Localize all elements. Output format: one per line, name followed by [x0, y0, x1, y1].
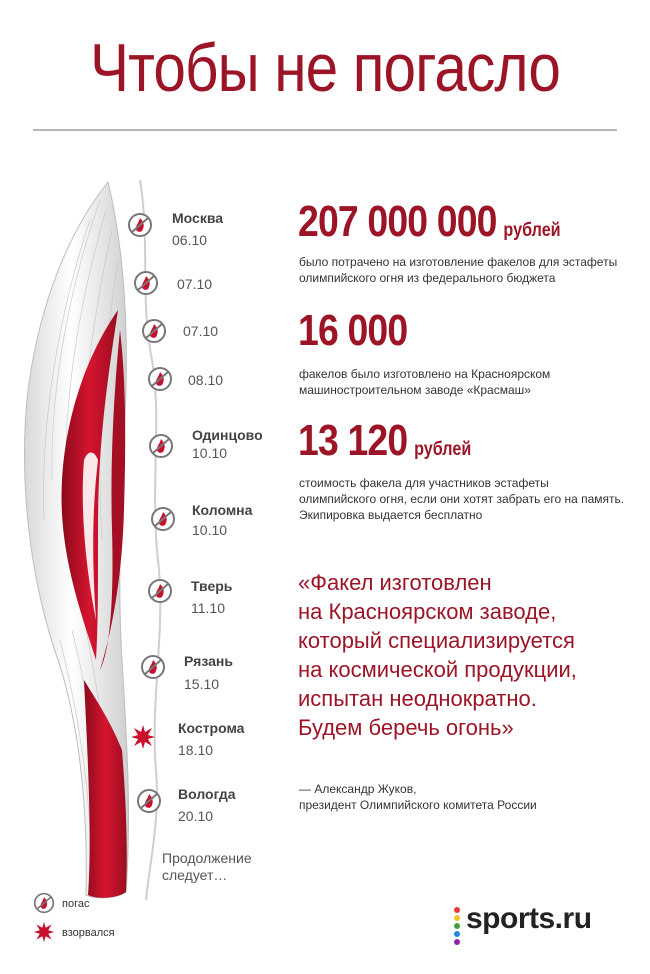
extinguished-icon [141, 318, 167, 344]
route-date: 10.10 [192, 445, 228, 461]
fact-line: стоимость факела для участников эстафеты [299, 476, 549, 490]
sports-logo-dots-icon [452, 906, 462, 946]
route-city: Кострома [178, 720, 245, 736]
explosion-icon [130, 724, 156, 750]
extinguished-icon [33, 892, 55, 914]
continuation-line: Продолжение [162, 850, 252, 866]
fact-line: олимпийского огня, если они хотят забрать его на память. [299, 492, 625, 506]
route-date: 20.10 [178, 808, 214, 824]
route-city: Тверь [191, 578, 233, 594]
page-title: Чтобы не погасло [89, 30, 561, 106]
fact-line: олимпийского огня из федерального бюджета [299, 271, 556, 285]
fact-number-torches [298, 306, 407, 356]
route-city: Рязань [184, 653, 233, 669]
legend-label-extinguished: погас [62, 898, 90, 910]
route-city: Москва [172, 210, 224, 226]
route-date: 07.10 [183, 323, 219, 339]
brand-logo: sports.ru [466, 902, 592, 935]
fact-line: машиностроительном заводе «Красмаш» [299, 383, 531, 397]
route-date: 07.10 [177, 276, 213, 292]
fact-number: 13 120 [298, 416, 408, 465]
route-city: Вологда [178, 786, 236, 802]
explosion-icon [33, 921, 55, 943]
extinguished-icon [148, 433, 174, 459]
fact-text-budget [299, 254, 629, 286]
extinguished-icon [150, 506, 176, 532]
extinguished-icon [127, 212, 153, 238]
extinguished-icon [136, 788, 162, 814]
extinguished-icon [147, 578, 173, 604]
route-city: Одинцово [192, 427, 263, 443]
quote-line: на Красноярском заводе, [298, 599, 557, 624]
fact-line: Экипировка выдается бесплатно [299, 508, 483, 522]
fact-text-price [299, 475, 629, 523]
route-date: 06.10 [172, 232, 208, 248]
extinguished-icon [147, 366, 173, 392]
extinguished-icon [140, 654, 166, 680]
route-date: 08.10 [188, 372, 224, 388]
author-title: президент Олимпийского комитета России [299, 798, 537, 812]
quote [298, 568, 638, 742]
fact-number-price [298, 416, 471, 466]
legend-label-exploded: взорвался [62, 927, 115, 939]
fact-line: было потрачено на изготовление факелов для эстафеты [299, 255, 618, 269]
continuation-text [162, 850, 272, 884]
extinguished-icon [133, 270, 159, 296]
quote-line: на космической продукции, [298, 657, 577, 682]
quote-line: испытан неоднократно. [298, 686, 537, 711]
route-date: 10.10 [192, 522, 228, 538]
fact-text-torches [299, 366, 629, 398]
fact-number: 207 000 000 [298, 197, 497, 246]
author-name: — Александр Жуков, [299, 782, 417, 796]
fact-number: 16 000 [298, 306, 408, 355]
route-city: Коломна [192, 502, 253, 518]
quote-line: Будем беречь огонь» [298, 715, 514, 740]
quote-author [299, 781, 537, 813]
fact-unit: рублей [503, 220, 561, 241]
fact-unit: рублей [414, 439, 472, 460]
route-date: 15.10 [184, 676, 220, 692]
title-divider [33, 129, 617, 131]
continuation-line: следует… [162, 867, 228, 883]
route-date: 11.10 [191, 600, 225, 616]
quote-line: «Факел изготовлен [298, 570, 492, 595]
route-date: 18.10 [178, 742, 214, 758]
quote-line: который специализируется [298, 628, 575, 653]
fact-line: факелов было изготовлено на Красноярском [299, 367, 551, 381]
fact-number-budget [298, 197, 561, 247]
